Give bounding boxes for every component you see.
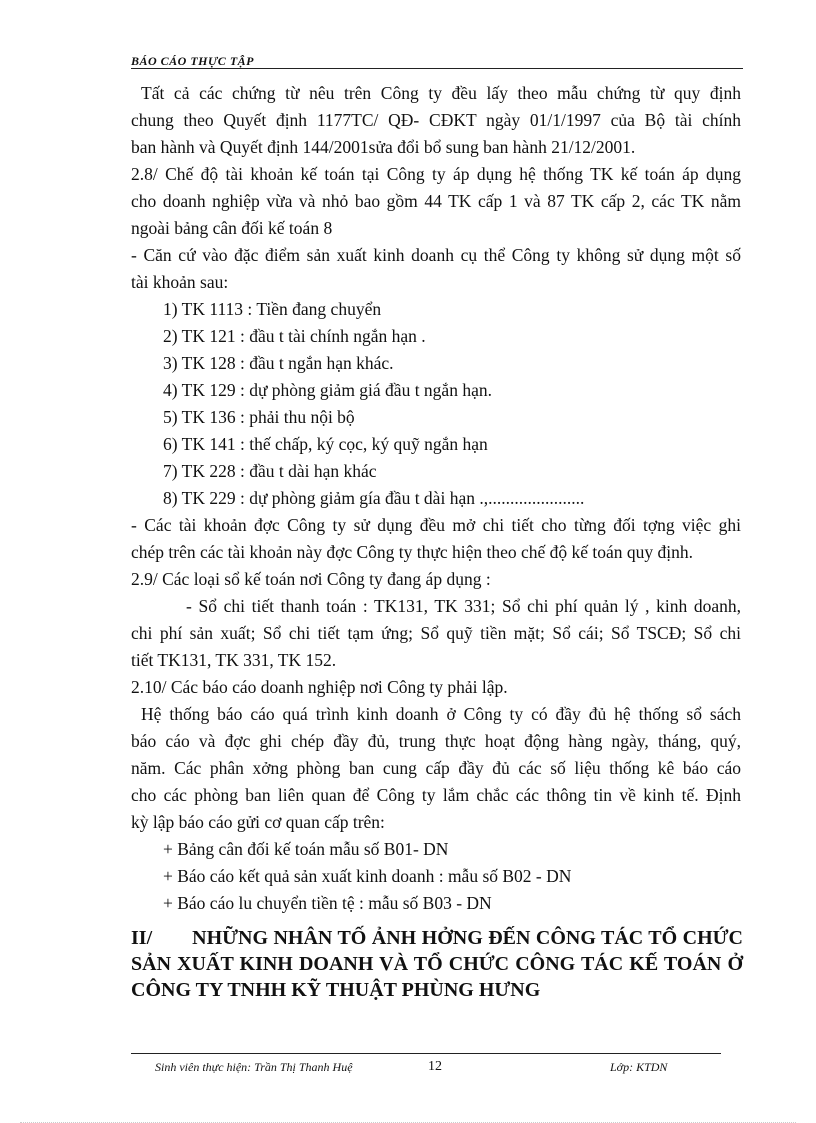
- section-2-8-line: ngoài bảng cân đối kế toán 8: [131, 218, 333, 238]
- document-body: [131, 80, 741, 917]
- section-2-8-line: 2.8/ Chế độ tài khoản kế toán tại Công ty áp dụng hệ thống TK kế toán áp dụng: [131, 164, 741, 184]
- reports-paragraph-line: Hệ thống báo cáo quá trình kinh doanh ở Công ty có đầy đủ hệ thống sổ sách: [141, 704, 741, 724]
- section-heading-line: CÔNG TY TNHH KỸ THUẬT PHÙNG HƯNG: [131, 979, 541, 1001]
- page-number: 12: [428, 1059, 442, 1074]
- report-item: + Báo cáo lu chuyển tiền tệ : mẫu số B03 - DN: [163, 893, 492, 913]
- reports-paragraph-line: báo cáo và đợc ghi chép đầy đủ, trung thực hoạt động hàng ngày, tháng, quý,: [131, 731, 741, 751]
- section-heading-ii: [131, 925, 743, 1003]
- footer-class: Lớp: KTDN: [610, 1060, 668, 1074]
- intro-line: ban hành và Quyết định 144/2001sửa đổi bổ sung ban hành 21/12/2001.: [131, 137, 636, 157]
- account-item: 1) TK 1113 : Tiền đang chuyển: [163, 299, 382, 319]
- account-item: 6) TK 141 : thế chấp, ký cọc, ký quỹ ngắn hạn: [163, 434, 488, 454]
- account-item: 2) TK 121 : đầu t tài chính ngắn hạn .: [163, 326, 426, 346]
- account-item: 7) TK 228 : đầu t dài hạn khác: [163, 461, 377, 481]
- books-line: chi phí sản xuất; Sổ chi tiết tạm ứng; Sổ quỹ tiền mặt; Sổ cái; Sổ TSCĐ; Sổ chi: [131, 623, 741, 643]
- detail-line: chép trên các tài khoản này đợc Công ty thực hiện theo chế độ kế toán quy định.: [131, 542, 694, 562]
- account-item: 5) TK 136 : phải thu nội bộ: [163, 407, 355, 427]
- account-item: 4) TK 129 : dự phòng giảm giá đầu t ngắn hạn.: [163, 380, 492, 400]
- reports-paragraph-line: cho các phòng ban liên quan để Công ty lắm chắc các thông tin về kinh tế. Định: [131, 785, 741, 805]
- footer-rule: [131, 1053, 721, 1054]
- report-item: + Bảng cân đối kế toán mẫu số B01- DN: [163, 839, 449, 859]
- report-item: + Báo cáo kết quả sản xuất kinh doanh : mẫu số B02 - DN: [163, 866, 572, 886]
- detail-line: - Các tài khoản đợc Công ty sử dụng đều mở chi tiết cho từng đối tợng việc ghi: [131, 515, 741, 535]
- section-title-part: NHỮNG NHÂN TỐ ẢNH HỞNG ĐẾN CÔNG TÁC TỔ CHỨC: [192, 927, 743, 949]
- section-2-9-heading: 2.9/ Các loại sổ kế toán nơi Công ty đang áp dụng :: [131, 569, 491, 589]
- books-line: tiết TK131, TK 331, TK 152.: [131, 650, 337, 670]
- basis-line: - Căn cứ vào đặc điểm sản xuất kinh doanh cụ thể Công ty không sử dụng một số: [131, 245, 741, 265]
- section-heading-line: SẢN XUẤT KINH DOANH VÀ TỔ CHỨC CÔNG TÁC KẾ TOÁN Ở: [131, 953, 743, 975]
- section-heading-line: [131, 925, 743, 951]
- section-2-8-line: cho doanh nghiệp vừa và nhỏ bao gồm 44 TK cấp 1 và 87 TK cấp 2, các TK nằm: [131, 191, 741, 211]
- reports-paragraph-line: kỳ lập báo cáo gửi cơ quan cấp trên:: [131, 812, 385, 832]
- intro-line: Tất cả các chứng từ nêu trên Công ty đều lấy theo mẫu chứng từ quy định: [141, 83, 741, 103]
- section-number: II/: [131, 927, 153, 949]
- basis-line: tài khoản sau:: [131, 272, 229, 292]
- header-rule: [131, 68, 743, 69]
- footer-student: Sinh viên thực hiện: Trần Thị Thanh Huệ: [155, 1060, 353, 1074]
- books-line: - Sổ chi tiết thanh toán : TK131, TK 331; Sổ chi phí quản lý , kinh doanh,: [186, 596, 741, 616]
- account-item: 8) TK 229 : dự phòng giảm gía đầu t dài hạn .,......................: [163, 488, 585, 508]
- reports-paragraph-line: năm. Các phân xởng phòng ban cung cấp đầy đủ các số liệu thống kê báo cáo: [131, 758, 741, 778]
- section-2-10-heading: 2.10/ Các báo cáo doanh nghiệp nơi Công ty phải lập.: [131, 677, 508, 697]
- intro-line: chung theo Quyết định 1177TC/ QĐ- CĐKT ngày 01/1/1997 của Bộ tài chính: [131, 110, 741, 130]
- account-item: 3) TK 128 : đầu t ngắn hạn khác.: [163, 353, 394, 373]
- page-header-title: BÁO CÁO THỰC TẬP: [131, 54, 254, 68]
